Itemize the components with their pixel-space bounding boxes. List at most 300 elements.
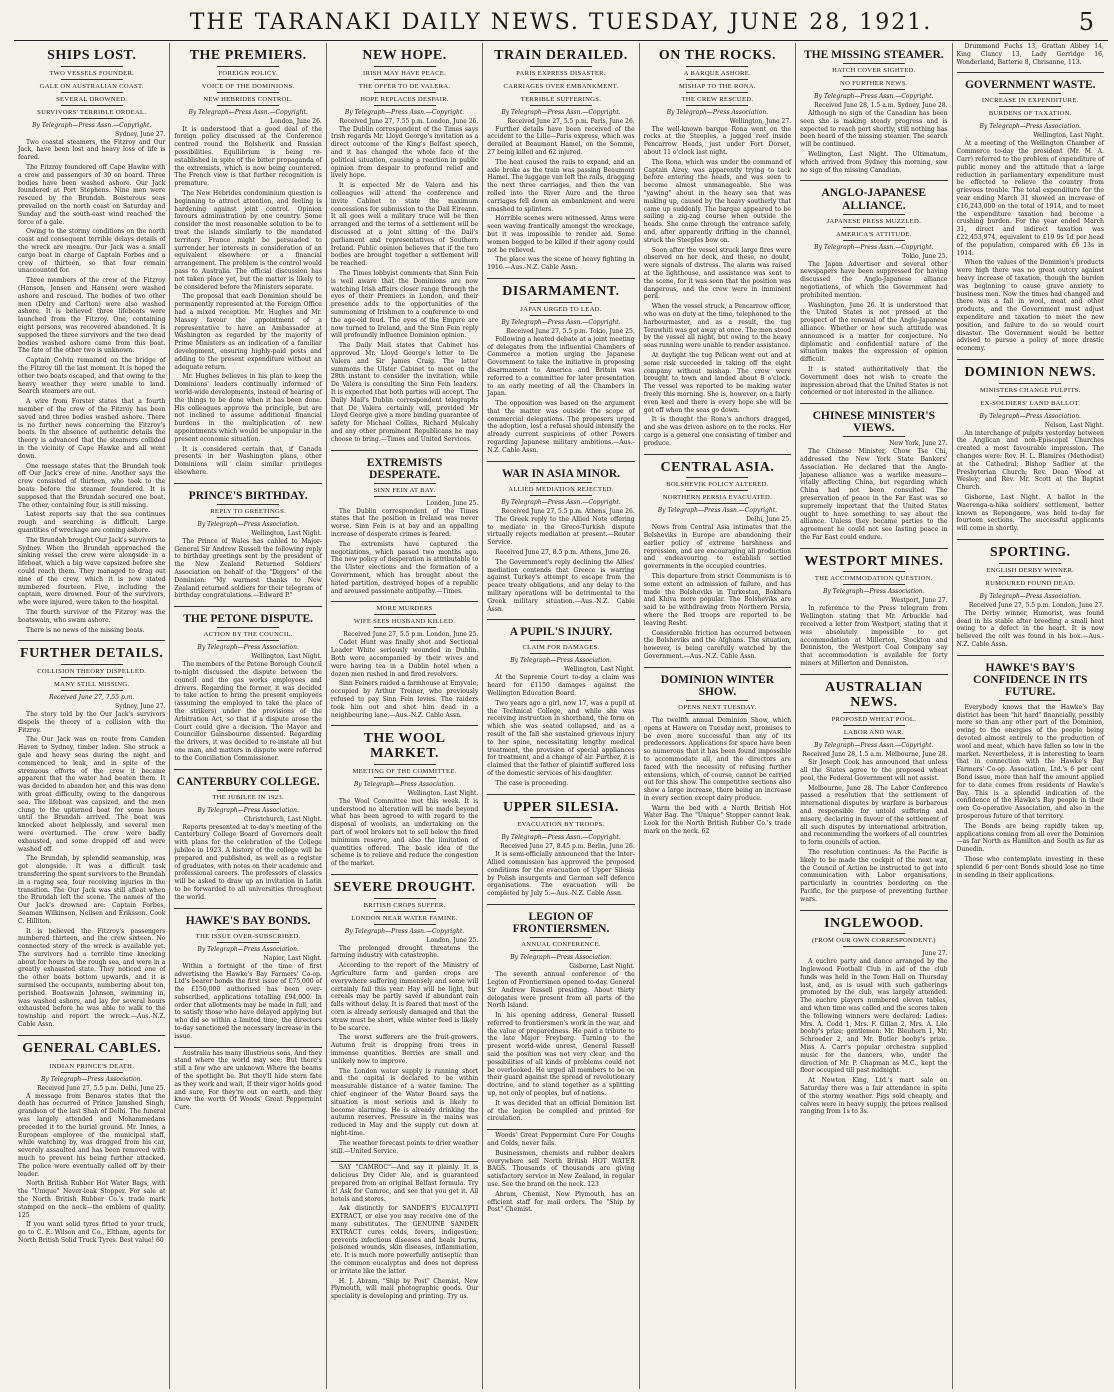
article-paragraph: Wellington, Last Night. The Ultimatum, which arrived from Sydney this morning, saw no sign of the missing Canadian.: [800, 151, 948, 174]
article-paragraph: The Our Jack was en route from Camden Haven to Sydney, timber laden. She struck a gale and heavy seas during the night and commenced to leak, and in spite of the strenuous efforts of the crew it became apparent that the water had beaten them. It was decided to abandon her, and this was done with great difficulty, owing to the dangerous sea. The lifeboat was capsized, and the men clung to the upturned boat for some hours until the Brundah arrived. The boat was knocked about helplessly, and several men were overturned. The crew were badly exhausted, and some dropped off and were washed off.: [18, 736, 166, 853]
article-byline: By Telegraph—Press Association.: [353, 780, 456, 788]
column-2: [170, 43, 326, 1389]
article-byline: By Telegraph—Press Association.: [197, 520, 299, 528]
article-dateline: Received June 27, 5.5 p.m. Tokio, June 25.: [506, 327, 635, 335]
article-paragraph: Sinn Feiners raided a farmhouse at Emyvale, occupied by Arthur Treiner, who previously refused to pay Sinn Fein levies. The raiders took him out and shot him dead in a neighbouring lane.—Aus.-N.Z. Cable Assn.: [330, 680, 479, 719]
subhead-rule: [217, 92, 279, 93]
subhead-rule: [61, 118, 123, 119]
article-divider: [331, 601, 478, 602]
article-byline: By Telegraph—Press Association.: [510, 657, 612, 665]
article-subhead: ACTION BY THE COUNCIL.: [203, 631, 293, 639]
article-subhead: NEW HEBRIDES CONTROL.: [203, 95, 293, 103]
article-headline: WAR IN ASIA MINOR.: [501, 467, 621, 480]
article-subhead: VOICE OF THE DOMINIONS.: [201, 82, 295, 90]
article-subhead: JAPAN URGED TO LEAD.: [520, 305, 602, 313]
subhead-rule: [999, 576, 1061, 577]
article-paragraph: A message from Benares states that the death has occurred of Prince Jamshed Singh, grandson of the last Shah of Delhi. The funeral was largely attended and Mohammedans preceded it to the burial ground. Mr. Innes, a European employee of the municipal staff, while watching by, was dragged from his car, severely assaulted and has been removed with much to prevent his being further attacked. The police were eventually called off by their leader.: [18, 1092, 166, 1178]
article-headline: WESTPORT MINES.: [804, 553, 944, 569]
article-paragraph: It is expected Mr de Valera and his colleagues will attend the conference and invite Cabinet to state the maximum concessions for submission to the Dail Eireann. It all goes well a military truce will be then arranged and the terms of a settlement will be discussed at a joint sitting of the Dail's parliament and representatives of Southern Ireland. Public opinion believes that if the two bodies are brought together a settlement will be reached.: [330, 182, 479, 268]
article-byline: By Telegraph—Press Association.: [40, 1075, 143, 1083]
article-byline: By Telegraph—Press Assn.—Copyright.: [188, 108, 308, 116]
article: [800, 674, 947, 904]
article-byline: By Telegraph—Press Assn.—Copyright.: [814, 93, 934, 101]
article-paragraph: It is understood that a good deal of the foreign policy discussed at the Conference centred round the Bolshevik and Russian possibilities. Equilibrium is being re-established in spite of the bitter propaganda of the extremists, which is now being countered. The French view is that further recognition is premature.: [174, 125, 322, 188]
subhead-rule: [686, 503, 748, 504]
article-divider: [331, 725, 478, 726]
subhead-rule: [374, 79, 436, 80]
article-subhead: THE ISSUE OVER-SUBSCRIBED.: [195, 932, 301, 940]
article-paragraph: The twelfth annual Dominion Show, which opens at Hawera on Tuesday next, promises to be even more successful than any of its predecessors. Applications for space have been so numerous that it has been found impossible to accommodate all, and the directors are faced with the necessity of refusing further extensions, which, of course, cannot be carried out for this show. The competitive sections also show a large increase, there being an increase in every section except dairy produce.: [643, 716, 792, 802]
article-byline: Received June 27, 7.55 p.m.: [49, 693, 135, 701]
article-paragraph: It is stated authoritatively that the Government does not wish to create the impression abroad that the United States is not concerned or not interested in the alliance.: [800, 365, 948, 397]
article: [487, 904, 634, 1123]
article-paragraph: Australia has many illustrious sons, And they stand where the world may see; But there's still a few who are unknown Where the beams of the spotlight be. But they'll hide stern fate as they work and wait, If their vigor holds good and sure, For they're out on earth, and they know the worth Of Woods' Great Peppermint Cure.: [174, 1049, 322, 1112]
masthead-title: THE TARANAKI DAILY NEWS. TUESDAY, JUNE 28, 1921.: [189, 10, 933, 35]
article-subhead: BOLSHEVIK POLICY ALTERED.: [666, 481, 769, 489]
article-headline: ON THE ROCKS.: [658, 48, 776, 63]
article-divider: [18, 640, 165, 641]
article-paragraph: The heat caused the rails to expand, and an axle broke as the train was passing Beaumont Hamel. The luggage van left the rails, dragging the next three carriages, and then the van rolled into the River Aure and the three carriages fell down an embankment and were smashed to splinters.: [487, 158, 635, 213]
article-subhead: WIFE SEES HUSBAND KILLED.: [353, 618, 456, 626]
article-dateline: Delhi, June 25.: [746, 516, 792, 524]
headline-rule: [530, 937, 592, 938]
article: [174, 908, 321, 1041]
article-paragraph: There is no news of the missing boats.: [26, 626, 145, 634]
headline-rule: [999, 383, 1061, 384]
article-headline: THE MISSING STEAMER.: [804, 49, 944, 61]
column-3: [327, 43, 483, 1389]
article-headline: AUSTRALIAN NEWS.: [825, 679, 923, 710]
subhead-rule: [530, 495, 592, 496]
headline-rule: [843, 712, 905, 713]
article-dateline: Received June 27, 5.5 p.m. London, June 25.: [343, 631, 479, 639]
article-divider: [800, 180, 947, 181]
article-subhead: REPLY TO GREETINGS.: [210, 507, 287, 515]
article-subhead: LONDON NEAR WATER FAMINE.: [351, 914, 458, 922]
article: [18, 1035, 165, 1245]
subhead-rule: [61, 92, 123, 93]
article-headline: INGLEWOOD.: [824, 915, 924, 931]
article-paragraph: The seventh annual conference of the Legion of Frontiersmen opened to-day. General Sir Andrew Russell presiding. About thirty delegates were present from all parts of the North Island.: [487, 971, 635, 1010]
article-headline: THE WOOL MARKET.: [363, 731, 446, 762]
article-headline: CENTRAL ASIA.: [660, 459, 775, 475]
subhead-rule: [217, 942, 279, 943]
article: [331, 450, 478, 596]
article-paragraph: At a meeting of the Wellington Chamber of Commerce to-day the president (Mr. M. A. Carr) referred to the problem of expenditure of public money and the attitude that a large reduction in parliamentary expenditure must be effected to relieve the country from grievous trouble. The total expenditure for the year ending March 31 showed an increase of £16,243,000 on the total of 1914, and to meet the expenditure taxation had become a crushing burden. For the year ended March 31, direct and indirect taxation was £22,453,974, equivalent to £19 9s 1d per head of the population, compared with £6 13s in 1914.: [956, 140, 1104, 257]
headline-rule: [686, 66, 748, 67]
article: [487, 619, 634, 787]
article-subhead: RUMOURED FOUND DEAD.: [985, 579, 1076, 587]
subhead-rule: [686, 713, 748, 714]
headline-rule: [217, 929, 279, 930]
column-1: [14, 43, 170, 1389]
article-paragraph: The Derby winner, Humorist, was found dead in his stable after breeding a small heat owing to a defect in the heart. It is now believed the colt was found in his box.—Aus.-N.Z. Cable Assn.: [956, 609, 1104, 648]
article-divider: [487, 1129, 634, 1130]
headline-rule: [61, 66, 123, 67]
article: [957, 539, 1104, 649]
article-headline: GENERAL CABLES.: [22, 1040, 162, 1056]
subhead-rule: [61, 1072, 123, 1073]
article-subhead: TERRIBLE SUFFERINGS.: [520, 95, 602, 103]
article: [174, 1047, 321, 1112]
article: [487, 794, 634, 898]
headline-rule: [217, 627, 279, 628]
article-paragraph: The Brundah brought Our Jack's survivors to Sydney. When the Brundah approached the sinking vessel the crew were alongside in a lifeboat, which a big wave capsized before she could reach them. They managed to drag out nine of the crew, which it is now stated numbered fourteen. Five, including the captain, were drowned. Four of the survivors, who were injured, were taken to the hospital.: [18, 536, 166, 607]
article-subhead: BRITISH CROPS SUFFER.: [363, 901, 446, 909]
article-divider: [487, 904, 634, 905]
article-paragraph: The worst sufferers are the fruit-growers. Autumn fruit is dropping from trees in immense quantities. Berries are small and unlikely now to improve.: [330, 1034, 479, 1065]
article-subhead: EX-SOLDIERS' LAND BALLOT.: [980, 399, 1081, 407]
article-paragraph: Warm the bed with a North British Hot Water Bag. The "Unique" Stopper cannot leak. Look for the North British Rubber Co.'s trade mark on the neck. 62: [643, 804, 792, 836]
article: [800, 910, 947, 1117]
article-byline: By Telegraph—Press Association.: [979, 592, 1081, 600]
article-dateline: Gisborne, Last Night.: [569, 963, 635, 971]
article-paragraph: Melbourne, June 28. The Labor Conference passed a resolution that the settlement of international disputes by warfare is barbarous and responsible for untold suffering and misery, declaring in favour of the settlement of all such disputes by international arbitration, and recommending the workers of all countries to form councils of action.: [800, 784, 948, 847]
article-dateline: London, June 25.: [426, 936, 479, 944]
headline-rule: [217, 790, 279, 791]
article-paragraph: The Wool Committee met this week. It is understood no alteration will be made beyond what has been agreed to with regard to the disposal of woolists, an undertaking on the part of wool brokers not to sell below the fixed minimum reserve, and also the limitation of quantities offered. The basic idea of the scheme is to relieve and reduce the congestion of the market.: [330, 797, 479, 868]
article-paragraph: The New Hebrides condominium question is beginning to attract attention, and feeling is hardening against joint control. Opinion favours administration by one country. Some consider the most reasonable solution to be to treat the islands similarly to the mandated territory. France might be persuaded to surrender her interests in consideration of an equivalent elsewhere or a financial arrangement. The problem is the control would pass to Australia. The official discussion has not taken place yet, but the matter is likely to be considered before the Ministers separate.: [174, 190, 322, 291]
article-subhead: ANNUAL CONFERENCE.: [521, 941, 601, 949]
headline-rule: [843, 933, 905, 934]
article-dateline: Westport, June 27.: [891, 597, 948, 605]
headline-rule: [530, 817, 592, 818]
article-subhead: SURVIVORS' TERRIBLE ORDEAL.: [37, 108, 147, 116]
article: [957, 655, 1104, 880]
article-dateline: Wellington, June 27.: [729, 117, 792, 125]
article: [174, 769, 321, 902]
article-divider: [174, 1047, 321, 1048]
article-divider: [331, 1161, 478, 1162]
article-byline: By Telegraph—Press Assn.—Copyright.: [814, 243, 934, 251]
article-byline: By Telegraph—Press Association.: [197, 945, 299, 953]
headline-rule: [530, 66, 592, 67]
article-headline: HAWKE'S BAY BONDS.: [185, 914, 311, 927]
article-paragraph: One message states that the Brundah took off Our Jack's crew of nine. Another says the crew consisted of thirteen, who took to the boats before the steamer foundered. It is supposed that the Brundah secured one boat. The other, containing four, is still missing.: [18, 462, 166, 509]
article-byline: By Telegraph—Press Assn.—Copyright.: [657, 507, 778, 515]
column-6: [796, 43, 952, 1389]
article-headline: LEGION OF FRONTIERSMEN.: [512, 910, 610, 936]
headline-rule: [843, 571, 905, 572]
column-5: [640, 43, 796, 1389]
article-paragraph: The Fitzroy foundered off Cape Hawke with a crew and passengers of 30 on board. Three bodies have been washed ashore. Our Jack foundered at Port Stephens. Nine men were rescued by the Brundah. Boisterous seas prevailed on the north coast on Saturday and Sunday and the south-east wind reached the force of a gale.: [18, 164, 166, 226]
article-paragraph: The case is proceeding.: [495, 779, 569, 787]
article-byline: By Telegraph—Press Assn.—Copyright.: [814, 742, 934, 750]
article-divider: [957, 539, 1104, 540]
article-paragraph: Abram, Chemist, New Plymouth, has an efficient staff for mail orders. The "Ship by Post" Chemist.: [487, 1190, 635, 1214]
article-byline: By Telegraph—Press Association.: [510, 954, 612, 962]
article-byline: By Telegraph—Press Association.: [666, 108, 769, 116]
article-paragraph: The Prince of Wales has cabled to Major-General Sir Andrew Russell the following reply to birthday greetings sent by the president of the New Zealand Returned Soldiers' Association on behalf of the "Diggers" of the Dominion: "My warmest thanks to New Zealand returned soldiers for their telegram of birthday congratulations.—Edward P.": [174, 537, 322, 600]
headline-rule: [530, 482, 592, 483]
subhead-rule: [217, 105, 279, 106]
article-dateline: Wellington, Last Night.: [407, 789, 479, 797]
article-paragraph: In his opening address, General Russell referred to frontiersmen's work in the war, and the value of preparedness. He paid a tribute to the late Major Freyberg. Turning to the present world-wide unrest, General Russell said the position was not very clear, and the possibilities of all kinds of problems could not be overlooked. He urged all members to be on their guard against the spread of revolutionary doctrine, and to stand together as a splitting up, not only of peoples, but of nations.: [487, 1012, 635, 1098]
article-dateline: New York, June 27.: [889, 440, 948, 448]
article-dateline: Received June 28, 1.5 a.m. Melbourne, June 28.: [802, 751, 948, 759]
article-headline: THE PREMIERS.: [189, 48, 307, 63]
article-paragraph: Horrible scenes were witnessed. Arms were seen waving frantically amongst the wreckage, but it was impossible to render aid. Some women begged to be killed if their agony could not be relieved.: [487, 215, 635, 254]
article-headline: PRINCE'S BIRTHDAY.: [188, 489, 308, 502]
headline-rule: [374, 764, 436, 765]
article-paragraph: At the Supreme Court to-day a claim was heard for £1150 damages against the Wellington Education Board.: [487, 674, 635, 697]
subhead-rule: [686, 92, 748, 93]
subhead-rule: [61, 79, 123, 80]
headline-rule: [61, 1059, 123, 1060]
subhead-rule: [530, 950, 592, 951]
article-headline: CHINESE MINISTER'S VIEWS.: [812, 410, 936, 435]
article-subhead: CLAIM FOR DAMAGES.: [522, 644, 600, 652]
article-paragraph: A wire from Forster states that a fourth member of the crew of the Fitzroy has been saved and three bodies washed ashore. There is no further news concerning the Fitzroy's boats. In the absence of authentic details the theory is advanced that the steamers collided in the vicinity of Cape Hawke and all went down.: [18, 398, 166, 460]
article-subhead: INDIAN PRINCE'S DEATH.: [49, 1062, 135, 1070]
article-divider: [487, 461, 634, 462]
article-paragraph: The Bonds are being rapidly taken up, applications coming from all over the Dominion—as far North as Hamilton and South as far as Dunedin.: [956, 822, 1104, 854]
article-subhead: GALE ON AUSTRALIAN COAST.: [39, 82, 144, 90]
article-paragraph: Further details have been received of the accident to the Lille—Paris express, which was derailed at Beaumont Hamel, on the Somme, 27 being killed and 62 injured.: [487, 125, 635, 157]
article: [957, 72, 1104, 353]
article-paragraph: Considerable friction has occurred between the Bolsheviks and the Afghans. The situation, however, is being carefully watched by the Government.—Aus.-N.Z. Cable Assn.: [643, 629, 792, 660]
headline-rule: [374, 898, 436, 899]
article-paragraph: The resolution continues: As the Pacific is likely to be made the cockpit of the next war, the Council of Action be instructed to get into communication with Labor organisations, particularly in countries bordering on the Pacific, for the purpose of preventing further wars.: [800, 849, 948, 903]
article-divider: [644, 667, 791, 668]
article-divider: [487, 278, 634, 279]
subhead-rule: [530, 315, 592, 316]
headline-rule: [843, 436, 905, 437]
headline-rule: [530, 640, 592, 641]
article-paragraph: Woods' Great Peppermint Cure For Coughs and Colds, never fails.: [487, 1132, 635, 1148]
article: [331, 874, 478, 1155]
article-divider: [800, 548, 947, 549]
article-dateline: Received June 27, 8.45 p.m. Berlin, June 26.: [500, 843, 635, 851]
article-paragraph: The Dublin correspondent of the Times says Irish regards Mr. Lloyd George's invitation as a direct outcome of the King's Belfast speech, and it has changed the whole face of the political situation, causing a reaction in public opinion from despair to profound relief and lively hope.: [330, 125, 479, 180]
headline-rule: [999, 563, 1061, 564]
article: [800, 180, 947, 397]
article-subhead: THE ACCOMMODATION QUESTION.: [814, 575, 933, 583]
article: [18, 49, 165, 634]
article-paragraph: The story told by the Our Jack's survivors dispels the theory of a collision with the Fitzroy.: [18, 710, 166, 734]
article-paragraph: Reports presented at to-day's meeting of the Canterbury College Board of Governors dealt with plans for the celebration of the College jubilee in 1923. A history of the college will be prepared and published, as well as a register of graduates, with notes on their academic and professional careers. The professors of classics will be asked to draw up an invitation in Latin to be forwarded to all universities throughout the world.: [174, 823, 322, 901]
article: [644, 667, 791, 836]
headline-rule: [999, 700, 1061, 701]
article-headline: ANGLO-JAPANESE ALLIANCE.: [821, 187, 927, 212]
article-paragraph: This departure from strict Communism is to some extent an admission of failure, and has made the Bolsheviks in Turkestan, Bokhara and Khiva more popular. The Bolsheviks are said to be withdrawing from Northern Persia, where the Red troops are reported to be leaving Resht.: [643, 573, 792, 627]
subhead-rule: [61, 105, 123, 106]
article-paragraph: The place was the scene of heavy fighting in 1916.—Aus.-N.Z. Cable Assn.: [487, 256, 635, 272]
article-subhead: MINISTERS CHANGE PULPITS.: [979, 386, 1081, 394]
subhead-rule: [374, 924, 436, 925]
article-subhead: HOPE REPLACES DESPAIR.: [360, 95, 449, 103]
article-subhead: PROPOSED WHEAT POOL.: [831, 716, 917, 724]
subhead-rule: [374, 92, 436, 93]
article-headline: TRAIN DERAILED.: [494, 48, 628, 63]
article-paragraph: The Brundah, by splendid seamanship, was got alongside. It was a difficult task transferring the spent survivors to the Brundah in a raging sea, four receiving injuries in the transition. The Our Jack was still afloat when the Brundah left the scene. The names of the Our Jack's drowned are: Captain Forbes, Seaman Wilkinson, Neilsen and Eriksson. Cook C. Hilliton.: [18, 855, 166, 925]
news-columns: [14, 43, 1108, 1389]
article-byline: By Telegraph—Press Assn.—Copyright.: [501, 834, 621, 842]
article-headline: SPORTING.: [989, 545, 1071, 561]
subhead-rule: [999, 106, 1061, 107]
article-divider: [957, 655, 1104, 656]
article-paragraph: Ask distinctly for SANDER'S EUCALYPTI EXTRACT, or else you may receive one of the many substitutes. The GENUINE SANDER EXTRACT cures colds, fevers, indigestion; prevents infectious diseases and heals burns, poisoned wounds, skin diseases, inflammation, etc. It is much more powerfully antiseptic than the common eucalyptus and does not depress or irritate like the latter.: [330, 1205, 479, 1275]
article-paragraph: The Dublin correspondent of the Times states that the position in Ireland was never worse. Sinn Fein is at bay and an appalling increase of desperate crimes is feared.: [330, 507, 479, 539]
article-subhead: PARIS EXPRESS DISASTER.: [516, 69, 606, 77]
headline-rule: [686, 477, 748, 478]
article-divider: [800, 910, 947, 911]
article-byline: By Telegraph—Press Assn.—Copyright.: [501, 318, 621, 326]
article-headline: DOMINION WINTER SHOW.: [660, 673, 774, 698]
headline-rule: [843, 214, 905, 215]
column-4: [483, 43, 639, 1389]
article-dateline: Nelson, Last Night.: [1044, 421, 1104, 429]
article-byline: By Telegraph—Press Assn.—Copyright.: [501, 498, 621, 506]
article-subhead: THE OFFER TO DE VALERA.: [358, 82, 451, 90]
article: [331, 725, 478, 868]
article-headline: FURTHER DETAILS.: [20, 646, 164, 662]
article-dateline: Christchurch, Last Night.: [243, 815, 322, 823]
subhead-rule: [686, 490, 748, 491]
subhead-rule: [61, 690, 123, 691]
headline-rule: [217, 504, 279, 505]
article-headline: SHIPS LOST.: [47, 48, 137, 63]
article-paragraph: The Daily Mail states that Cabinet has approved Mr. Lloyd George's letter to De Valera and Sir James Craig. The latter summons the Ulster Cabinet to meet on the 28th instant to consider the invitation, while De Valera is consulting the Sinn Fein leaders. It is expected that both parties will accept. The Daily Mail's Dublin correspondent telegraphs that De Valera certainly will, provided Mr Lloyd George give a more binding guarantee of safety for Michael Collins, Richard Mulcahy and any other prominent Republicans he may choose to bring.—Times and United Services.: [330, 342, 479, 443]
article-byline: By Telegraph—Press Assn.—Copyright.: [32, 121, 152, 129]
article-paragraph: SAY "CAMROC"—And say it plainly. It is delicious Dry Cider Ale, and is guaranteed prepared from an original Belfast formula. Try it! Ask for Camroc, and see that you get it. All hotels and stores.: [330, 1164, 479, 1203]
article-paragraph: Latest reports say that the sea continues rough and searching is difficult. Large quantities of wreckage are coming ashore.: [18, 511, 166, 534]
article-paragraph: Three members of the crew of the Fitzroy (Hanson, Jensen and Hansen) were washed ashore and rescued. The bodies of two other men (Delry and Carlton) were also washed ashore. It is believed three lifeboats were launched from the Fitzroy. One, containing eight persons, was recovered abandoned. It is supposed the three survivors and the two dead bodies washed ashore came from this boat. The fate of the other two is unknown.: [18, 277, 166, 355]
article-subhead: HATCH COVER SIGHTED.: [832, 67, 916, 75]
article-subhead: LABOR AND WAR.: [843, 729, 904, 737]
subhead-rule: [217, 79, 279, 80]
subhead-rule: [843, 584, 905, 585]
subhead-rule: [530, 653, 592, 654]
article-subhead: THE JUBILEE IN 1923.: [212, 793, 284, 801]
article: [487, 278, 634, 455]
article-paragraph: The Japan Advertiser and several other newspapers have been suppressed for having discussed the Anglo-Japanese alliance negotiations, of which the Government had prohibited mention.: [800, 260, 948, 299]
subhead-rule: [530, 830, 592, 831]
headline-rule: [843, 63, 905, 64]
subhead-rule: [374, 627, 436, 628]
article: [18, 640, 165, 1029]
article-divider: [800, 403, 947, 404]
article-subhead: NO FURTHER NEWS.: [840, 80, 908, 88]
subhead-rule: [843, 738, 905, 739]
article: [331, 1161, 478, 1301]
article-paragraph: A euchre party and dance arranged by the Inglewood Football Club in aid of the club funds was held in the Town Hall on Thursday last, and, as is usual with such gatherings promoted by the club, was largely attended. The euchre players numbered eleven tables, and when time was called and the scores taken the following winners were declared: Ladies: Mrs. A. Codd 1, Mrs. F. Gillan 2, Mrs. A. Lilo booby's prize; gentlemen: Mr. Bleuhorn 1, Mr. Schroeder 2, and Mr. Butler booby's prize. Miss A. Carr's popular orchestra supplied music for the dancers, who, under the direction of Mr. P. Chapman as M.C., kept the floor occupied till past midnight.: [800, 958, 948, 1075]
article-paragraph: At Newton King, Ltd.'s mart sale on Saturday there was a fair attendance in spite of the stormy weather. Pigs sold cheaply, and calves were in heavy supply, the prices realised ranging from 1s to 3s.: [800, 1077, 948, 1116]
article-paragraph: When the vessel struck, a Pencarrow officer, who was on duty at the time, telephoned to the harbourmaster, and as a result, the tug Terawhiti was got away at once. The men stood by the vessel all night, but owing to the heavy seas running were unable to render assistance.: [643, 303, 792, 350]
article-headline: THE PETONE DISPUTE.: [183, 613, 314, 626]
article-paragraph: The Chinese Minister, Chow Tse Chi, addressed the New York State Bankers' Association. He declared that the Anglo-Japanese alliance was a warlike measure—vitally affecting China, but regarding which China had not been consulted. The preservation of peace in the Far East was so supremely important that the United States ought to have something to say about the alliance. Unless they became parties to the agreement he could not see lasting peace in the Far East could endure.: [800, 448, 948, 541]
article-subhead: INCREASE IN EXPENDITURE.: [981, 97, 1079, 105]
article-paragraph: Captain Colvin remained on the bridge of the Fitzroy till the last moment. It is hoped the other two boats escaped, and that owing to the heavy weather they were unable to land. Search steamers are out.: [18, 357, 166, 396]
article-subhead: JAPANESE PRESS MUZZLED.: [826, 217, 922, 225]
article-subhead: AMERICA'S ATTITUDE.: [835, 230, 912, 238]
article-dateline: Received June 27, 5.5 p.m. Delhi, June 25.: [37, 1084, 166, 1092]
article-headline: CANTERBURY COLLEGE.: [176, 775, 320, 788]
article: [174, 606, 321, 762]
subhead-rule: [686, 79, 748, 80]
article-subhead: IRISH MAY HAVE PEACE.: [363, 69, 447, 77]
article-divider: [644, 454, 791, 455]
article-dateline: Received June 27, 5.5 p.m. Athens, June 26.: [501, 507, 635, 515]
article-dateline: Tokio, June 25.: [902, 252, 948, 260]
article-headline: DISARMAMENT.: [502, 284, 620, 300]
article-paragraph: Mr. Hughes believes in his plan to keep the Dominions' leaders continually informed of world-wide developments, instead of hearing of the things to be done when it has been done. His colleagues approve the principle, but are not inclined to assume additional financial burdens in the multiplication of new appointments which would be unpopular in the present economic situation.: [174, 373, 322, 443]
article-subhead: ENGLISH DERBY WINNER.: [986, 566, 1075, 574]
article-dateline: Wellington, Last Night.: [1033, 132, 1104, 140]
article-paragraph: Drummond Fuchs 13, Grattan Abbey 14, King Clancy 13, Lady Gerridge 16, Wonderland, Batterie 8, Chrisanne, 113.: [956, 43, 1104, 66]
article-subhead: TWO VESSELS FOUNDER.: [49, 69, 135, 77]
headline-rule: [530, 302, 592, 303]
subhead-rule: [374, 911, 436, 912]
article-subhead: COLLISION THEORY DISPELLED.: [37, 667, 147, 675]
headline-rule: [61, 664, 123, 665]
article-paragraph: The members of the Petone Borough Council to-night discussed the dispute between the council and the gas works employees and drivers. Regarding the former, it was decided to take action to bring the present employees (assuming the employed to take the place of the strikers) under the provisions of the Arbitration Act, so that if a dispute arose the Court could give a decision. The Mayor and Councillor Gainsbourne dissented. Regarding the drivers, it was decided to re-instate all but one man, and matters in dispute were referred to the Conciliation Commissioner.: [174, 661, 322, 762]
article-byline: By Telegraph—Press Association.: [979, 123, 1081, 131]
article-paragraph: Owing to the stormy conditions on the north coast and consequent terrible delays details of the wreck are meagre. Our Jack was a small cargo boat in charge of Captain Forbes and a crew of thirteen, so that four remain unaccounted for.: [18, 228, 166, 275]
article-paragraph: Soon after the vessel struck large fires were observed on her deck, and these, no doubt, were signals of distress. The alarm was raised at the lighthouse, and assistance was sent to the scene, for it was seen that the position was dangerous, and the crew were in imminent peril.: [643, 246, 792, 301]
page-number: 5: [1078, 8, 1094, 36]
subhead-rule: [217, 517, 279, 518]
subhead-rule: [686, 105, 748, 106]
article-byline: By Telegraph—Press Association.: [197, 644, 299, 652]
article-headline: HAWKE'S BAY'S CONFIDENCE IN ITS FUTURE.: [973, 661, 1088, 698]
masthead: [14, 4, 1108, 41]
article-headline: DOMINION NEWS.: [964, 364, 1096, 380]
article: [487, 1129, 634, 1214]
subhead-rule: [374, 777, 436, 778]
article-paragraph: An interchange of pulpits yesterday between the Anglican and non-Episcopal Churches created a most favourable impression. The changes were: Rev. H. L. Blamires (Methodist) at the Cathedral; Bishop Sadlier at the Presbyterian Church; Rev. Dean Wood at Wesley; and Rev. Mr. Scott at the Baptist Church.: [956, 429, 1104, 492]
article-paragraph: Those who contemplate investing in these splendid 6 per cent Bonds should lose no time in sending in their applications.: [956, 856, 1104, 879]
article: [644, 454, 791, 661]
article-paragraph: The London water supply is running short and the capital is declared to be within measurable distance of a water famine. The chief engineer of the Water Board says the situation is most serious and is likely to become alarming. He is already drinking the autumn reserves. Pressure in the mains was reduced in May and the supply cut down at night-time.: [330, 1067, 479, 1137]
headline-rule: [217, 66, 279, 67]
article-subhead: SINN FEIN AT BAY.: [373, 486, 436, 494]
subhead-rule: [217, 640, 279, 641]
article-paragraph: The Government's reply declining the Allies' mediation contends that Greece is warring against Turkey's attempt to escape from the peace treaty obligations, and any delay to the military operations will be detrimental to the Greek military situation.—Aus.-N.Z. Cable Assn.: [487, 558, 635, 613]
article: [174, 49, 321, 477]
subhead-rule: [530, 105, 592, 106]
headline-rule: [686, 700, 748, 701]
subhead-rule: [374, 496, 436, 497]
article-paragraph: If you want solid tyres fitted to your truck, go to C. E. Wilson and Co., Eltham, agents for North British Solid Truck Tyres. Best value! 60: [18, 1221, 166, 1244]
subhead-rule: [374, 105, 436, 106]
subhead-rule: [999, 119, 1061, 120]
article-paragraph: Within a fortnight of the time of first advertising the Hawke's Bay Farmers' Co-op. Ltd's bearer bonds the first issue of £75,000 of the £150,000 authorised has been over-subscribed, applications totalling £94,000. In order that allotments may be made in full, and to satisfy those who have delayed applying but who did so within a limited time, the directors to-day sanctioned the necessary increase in the issue.: [174, 962, 322, 1040]
article-paragraph: According to the report of the Ministry of Agriculture farm and garden crops are everywhere suffering immensely and some will certainly fail this year. Hay will be light, but cereals may be partly saved if abundant rain falls without delay. It is feared that most of the corn is already seriously damaged and that the straw must be short, while winter feed is likely to be scarce.: [330, 962, 479, 1032]
article-paragraph: Two years ago a girl, now 17, was a pupil at the Technical College, and while she was receiving instruction in shorthand, the form on which she was seated collapsed, and as a result of the fall she sustained grievous injury to her spine, necessitating lengthy medical treatment, the provision of special appliances for treatment, and a change of air. Further, it is claimed that the father of plaintiff suffered loss of the domestic services of his daughter.: [487, 699, 635, 777]
article-dateline: Wellington, Last Night.: [251, 529, 322, 537]
article-dateline: Wellington, Last Night.: [251, 653, 322, 661]
subhead-rule: [999, 409, 1061, 410]
subhead-rule: [843, 240, 905, 241]
column-7: [953, 43, 1108, 1389]
subhead-rule: [843, 946, 905, 947]
article-byline: By Telegraph—Press Association.: [197, 806, 299, 814]
article-paragraph: The extremists have captured the negotiations, which passed two months ago. The new policy of desperation is attributable to the Ulster elections and the formation of a Government, which has brought about the hated partition, destroyed hopes of a republic and aroused passionate antipathy.—Times.: [330, 540, 479, 595]
article-dateline: London, June 25.: [426, 499, 479, 507]
article: [957, 359, 1104, 533]
article-paragraph: Cadet Hunt was finally shot and Sectional Leader White seriously wounded in Dublin. Both were accompanied by their wives and were having tea in a Dublin hotel when a dozen men rushed in and fired revolvers.: [330, 639, 479, 678]
headline-rule: [374, 483, 436, 484]
article-byline: By Telegraph—Press Assn.—Copyright.: [501, 108, 621, 116]
subhead-rule: [999, 396, 1061, 397]
article-paragraph: The well-known barque Rona went on the rocks at the Steeples, a jagged reef inside Pencarrow Heads, just under Fort Dorset, about 11 o'clock last night.: [643, 125, 792, 157]
article: [331, 601, 478, 719]
article-dateline: Wellington, Last Night.: [564, 666, 635, 674]
subhead-rule: [374, 614, 436, 615]
article-dateline: Sydney, June 27.: [115, 702, 166, 710]
article-paragraph: Sir Joseph Cook has announced that unless all the States agree to the proposed wheat pool, the Federal Government will not assist.: [800, 759, 948, 782]
